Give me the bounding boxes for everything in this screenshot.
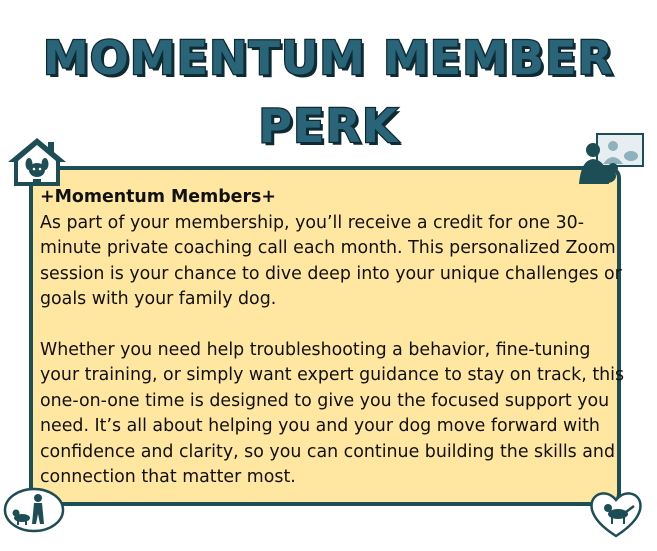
page-title-line-1: MOMENTUM MEMBER (43, 31, 614, 85)
house-with-dog-icon (6, 136, 68, 188)
perk-card-text (40, 185, 630, 491)
perk-heading: +Momentum Members+ (40, 187, 276, 207)
page-title-line-2: PERK (258, 99, 399, 153)
perk-paragraph-1: As part of your membership, you’ll receive a credit for one 30-minute private coaching call each month. This personalized Zoom session is your chance to dive deep into your unique challenges or goals with your family dog. (40, 212, 622, 309)
heart-dog-icon (588, 488, 644, 540)
person-training-dog-circle-icon (2, 486, 66, 534)
perk-paragraph-2: Whether you need help troubleshooting a behavior, fine-tuning your training, or simply want expert guidance to stay on track, this one-on-one time is designed to give you the focused support you need. It’s all about helping you and your dog move forward with confidence and clarity, so you can continue building the skills and connection that matter most. (40, 339, 625, 487)
person-with-dog-photo-icon (573, 132, 647, 186)
